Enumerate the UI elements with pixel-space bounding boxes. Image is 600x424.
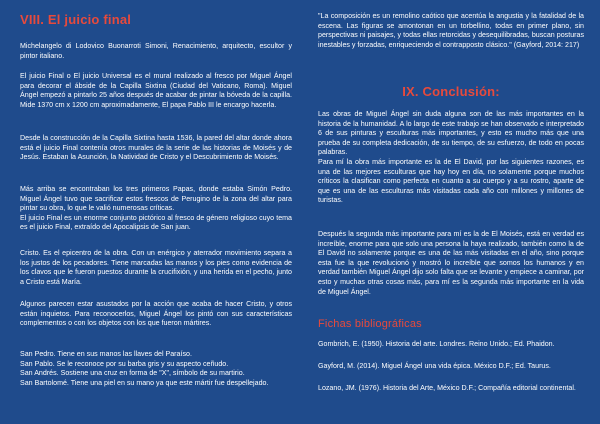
section-title-bibliography: Fichas bibliográficas	[318, 318, 422, 330]
paragraph-mural: El juicio Final o El juicio Universal es el mural realizado al fresco por Miguel Ángel para decorar el ábside de la Capilla Sixtina (Ciudad del Vaticano, Roma). Miguel Ángel empezó a pintarlo 25 años después de acabar de pintar la bóveda de la capilla. Mide 1370 cm x 1200 cm aproximadamente, El papa Pablo III le encargo hacerla.	[20, 72, 292, 109]
paragraph-author: Michelangelo di Lodovico Buonarroti Simoni, Renacimiento, arquitecto, escultor y pintor italiano.	[20, 42, 292, 60]
quote-gayford: "La composición es un remolino caótico que acentúa la angustia y la fatalidad de la escena. Las figuras se amontonan en un torbellino, todas en primer plano, sin perspectivas ni paisajes, y todas ellas retorcidas y desequilibradas, buscan posturas inestables y forzadas, enriqueciendo el contrapposto clásico." (Gayford, 2014: 217)	[318, 12, 584, 49]
list-item-saint: San Andrés. Sostiene una cruz en forma de "X", símbolo de su martirio.	[20, 369, 245, 378]
section-title-juicio-final: VIII. El juicio final	[20, 12, 132, 27]
paragraph-conclusion-david: Para mí la obra más importante es la de El David, por las siguientes razones, es una de las mejores esculturas que hay hoy en día, no solamente porque muchos críticos la clasifican como perfecta en cuanto a su cuerpo y a su rostro, aparte de que es una de las esculturas más visitadas cada año con millones y millones de turistas.	[318, 157, 584, 205]
reference-item: Gayford, M. (2014). Miguel Ángel una vida épica. México D.F.; Ed. Taurus.	[318, 362, 551, 370]
paragraph-conclusion-1: Las obras de Miguel Ángel sin duda alguna son de las más importantes en la historia de la humanidad. A lo largo de este trabajo se han observado e interpretado 6 de sus pinturas y esculturas más importantes, y esto es mucho más que una prueba de su completa dedicación, de su tiempo, de su esfuerzo, de todo en pocas palabras.	[318, 110, 584, 157]
list-item-saint: San Pablo. Se le reconoce por su barba gris y su aspecto ceñudo.	[20, 359, 229, 368]
paragraph-popes: Más arriba se encontraban los tres primeros Papas, donde estaba Simón Pedro. Miguel Ángel tuvo que sacrificar estos frescos de Perugino de la zona del altar para pintar su obra, lo que le valió numerosas críticas.	[20, 185, 292, 213]
paragraph-history: Desde la construcción de la Capilla Sixtina hasta 1536, la pared del altar donde ahora está el juicio Final contenía otros murales de la serie de las historias de Moisés y de Jesús. Estaban la Asunción, la Natividad de Cristo y el Descubrimiento de Moisés.	[20, 134, 292, 162]
list-item-saint: San Bartolomé. Tiene una piel en su mano ya que este mártir fue despellejado.	[20, 378, 269, 387]
section-title-conclusion: IX. Conclusión:	[402, 84, 500, 99]
paragraph-cristo: Cristo. Es el epicentro de la obra. Con un enérgico y aterrador movimiento separa a los justos de los pecadores. Tiene marcadas las manos y los pies como evidencia de los clavos que le fueron puestos durante la crucifixión, y una herida en el pecho, junto a Cristo está María.	[20, 249, 292, 286]
paragraph-conclusion-moises: Después la segunda más importante para mí es la de El Moisés, está en verdad es increíble, enorme para que solo una persona la haya realizado, también como la de El David no solamente porque es una de las más visitadas en el año, sino porque esta fue la que revolucionó y mostró lo increíble que somos los humanos y en verdad también Miguel Ángel dijo solo falta que se levante y empiece a caminar, por esto y muchas otras cosas más, para mí es la segunda más importante en la vida de Miguel Ángel.	[318, 230, 584, 296]
paragraph-saints-intro: Algunos parecen estar asustados por la acción que acaba de hacer Cristo, y otros están inquietos. Para reconocerlos, Miguel Ángel los pintó con sus características complementos o con los objetos con los que fueron mártires.	[20, 300, 292, 328]
reference-item: Lozano, JM. (1976). Historia del Arte, México D.F.; Compañía editorial continental.	[318, 384, 576, 392]
reference-item: Gombrich, E. (1950). Historia del arte. Londres. Reino Unido.; Ed. Phaidon.	[318, 340, 555, 348]
list-item-saint: San Pedro. Tiene en sus manos las llaves del Paraíso.	[20, 350, 192, 358]
paragraph-theme: El juicio Final es un enorme conjunto pictórico al fresco de género religioso cuyo tema es el juicio Final, extraído del Apocalipsis de San juan.	[20, 213, 292, 232]
